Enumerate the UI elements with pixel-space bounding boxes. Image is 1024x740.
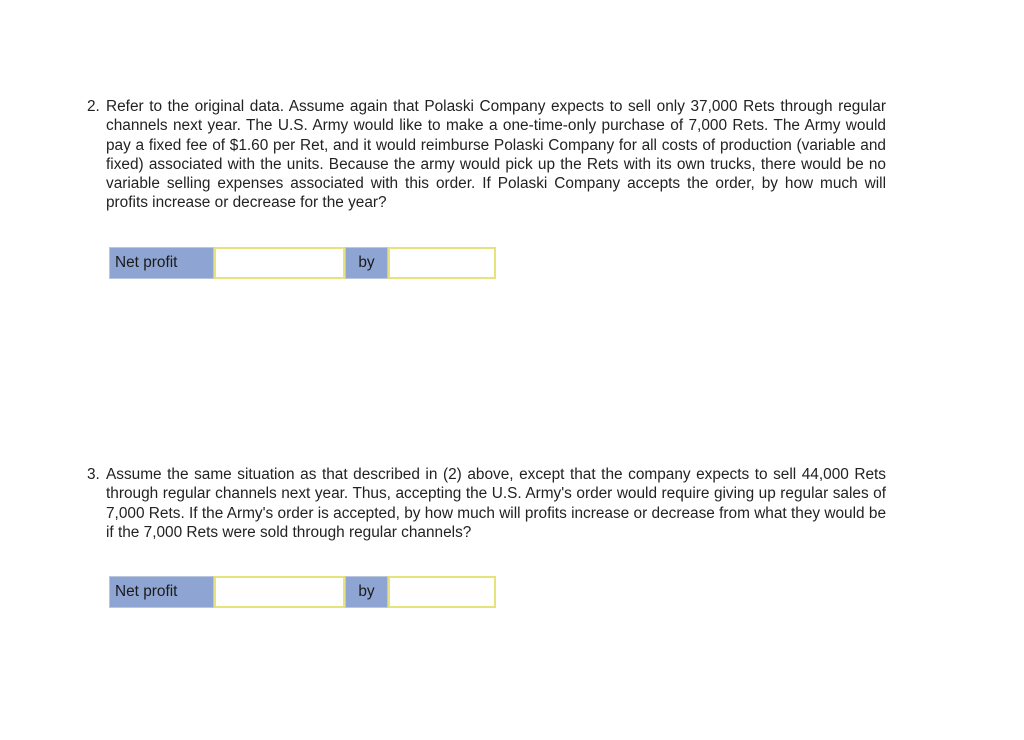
- question-2-answer-row: [109, 247, 496, 279]
- net-profit-label: Net profit: [109, 576, 214, 608]
- question-3-text: Assume the same situation as that described in (2) above, except that the company expects to sell 44,000 Rets through regular channels next year. Thus, accepting the U.S. Army's order would require giving up regular sales of 7,000 Rets. If the Army's order is accepted, by how much will profits increase or decrease from what they would be if the 7,000 Rets were sold through regular channels?: [106, 466, 886, 541]
- by-label: by: [345, 247, 388, 279]
- question-2-number: 2.: [87, 98, 100, 115]
- question-3-answer-row: [109, 576, 496, 608]
- question-2-change-input[interactable]: [214, 247, 345, 279]
- question-3-change-input[interactable]: [214, 576, 345, 608]
- question-3-amount-input[interactable]: [388, 576, 496, 608]
- question-3-number: 3.: [87, 466, 100, 483]
- question-2-text: Refer to the original data. Assume again that Polaski Company expects to sell only 37,000 Rets through regular channels next year. The U.S. Army would like to make a one-time-only purchase of 7,000 Rets. The Army would pay a fixed fee of $1.60 per Ret, and it would reimburse Polaski Company for all costs of production (variable and fixed) associated with the units. Because the army would pick up the Rets with its own trucks, there would be no variable selling expenses associated with this order. If Polaski Company accepts the order, by how much will profits increase or decrease for the year?: [106, 98, 886, 212]
- question-2-amount-input[interactable]: [388, 247, 496, 279]
- by-label: by: [345, 576, 388, 608]
- net-profit-label: Net profit: [109, 247, 214, 279]
- question-3: [87, 465, 886, 542]
- question-2: [87, 97, 886, 213]
